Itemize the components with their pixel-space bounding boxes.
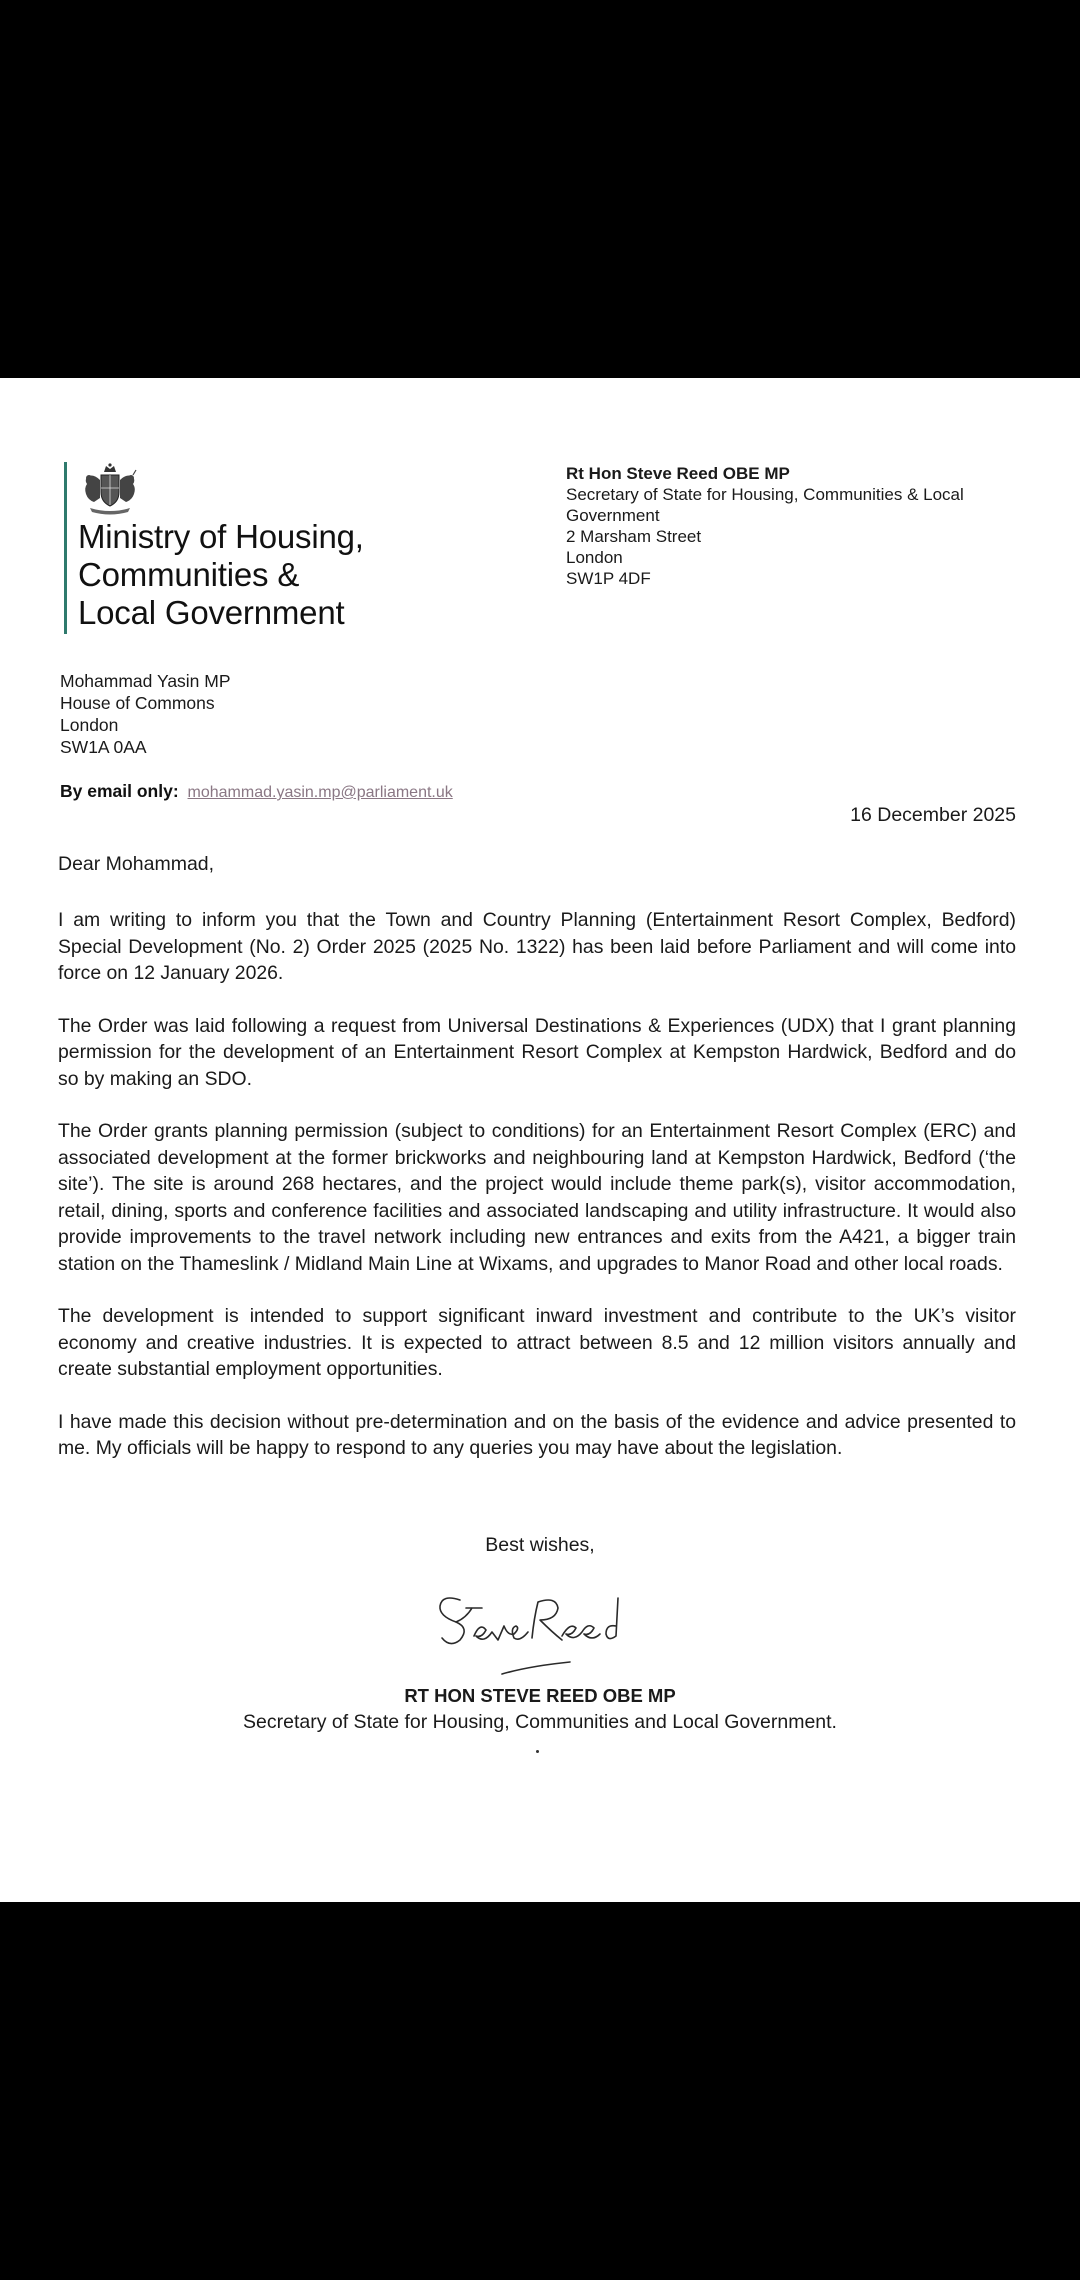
salutation: Dear Mohammad, <box>58 853 215 875</box>
recipient-address-line: Mohammad Yasin MP <box>60 671 231 691</box>
signatory-title: Secretary of State for Housing, Communities and Local Government. <box>243 1711 837 1733</box>
recipient-address-line: SW1A 0AA <box>60 737 147 757</box>
sender-address-line: Government <box>566 506 660 525</box>
body-paragraph: I am writing to inform you that the Town and Country Planning (Entertainment Resort Complex, Bedford) Special Development (No. 2) Order 2025 (2025 No. 1322) has been laid before Parliament and will come into force on 12 January 2026. <box>58 909 1016 984</box>
department-logo <box>64 462 424 634</box>
sender-name: Rt Hon Steve Reed OBE MP <box>566 464 790 483</box>
sender-address-line: Secretary of State for Housing, Communities & Local <box>566 485 964 504</box>
letter-body <box>58 907 1016 1488</box>
letter-date: 16 December 2025 <box>850 804 1016 826</box>
sender-address-line: London <box>566 548 623 567</box>
logo-accent-bar <box>64 462 67 634</box>
body-paragraph: The development is intended to support significant inward investment and contribute to the UK’s visitor economy and creative industries. It is expected to attract between 8.5 and 12 million visitors annually and create substantial employment opportunities. <box>58 1305 1016 1380</box>
handwritten-signature-icon <box>420 1578 660 1688</box>
letter-page <box>0 378 1080 1902</box>
recipient-address-line: London <box>60 715 119 735</box>
body-paragraph: The Order grants planning permission (subject to conditions) for an Entertainment Resort Complex (ERC) and associated development at the former brickworks and neighbouring land at Kempston Hardwick, Bedford (‘the site’). The site is around 268 hectares, and the project would include theme park(s), visitor accommodation, retail, dining, sports and conference facilities and associated landscaping and utility infrastructure. It would also provide improvements to the travel network including new entrances and exits from the A421, a bigger train station on the Thameslink / Midland Main Line at Wixams, and upgrades to Manor Road and other local roads. <box>58 1120 1016 1275</box>
department-name-line: Communities & <box>78 556 300 593</box>
signatory-name: RT HON STEVE REED OBE MP <box>404 1685 676 1706</box>
body-paragraph: I have made this decision without pre-determination and on the basis of the evidence and advice presented to me. My officials will be happy to respond to any queries you may have about the legislation. <box>58 1410 1016 1459</box>
sender-address-line: SW1P 4DF <box>566 569 651 588</box>
delivery-method <box>60 780 459 804</box>
delivery-label: By email only: <box>60 781 179 801</box>
sender-address-block <box>566 463 1026 589</box>
body-paragraph: The Order was laid following a request from Universal Destinations & Experiences (UDX) that I grant planning permission for the development of an Entertainment Resort Complex at Kempston Hardwick, Bedford and do so by making an SDO. <box>58 1014 1016 1090</box>
stray-mark <box>536 1750 539 1753</box>
royal-coat-of-arms-icon <box>78 462 142 518</box>
department-name-line: Local Government <box>78 594 345 631</box>
department-name <box>78 518 364 632</box>
sign-off: Best wishes, <box>485 1534 595 1556</box>
recipient-address-line: House of Commons <box>60 693 215 713</box>
sender-address-line: 2 Marsham Street <box>566 527 702 546</box>
recipient-email-link[interactable]: mohammad.yasin.mp@parliament.uk <box>187 784 453 801</box>
department-name-line: Ministry of Housing, <box>78 518 364 555</box>
recipient-address-block <box>60 670 231 758</box>
